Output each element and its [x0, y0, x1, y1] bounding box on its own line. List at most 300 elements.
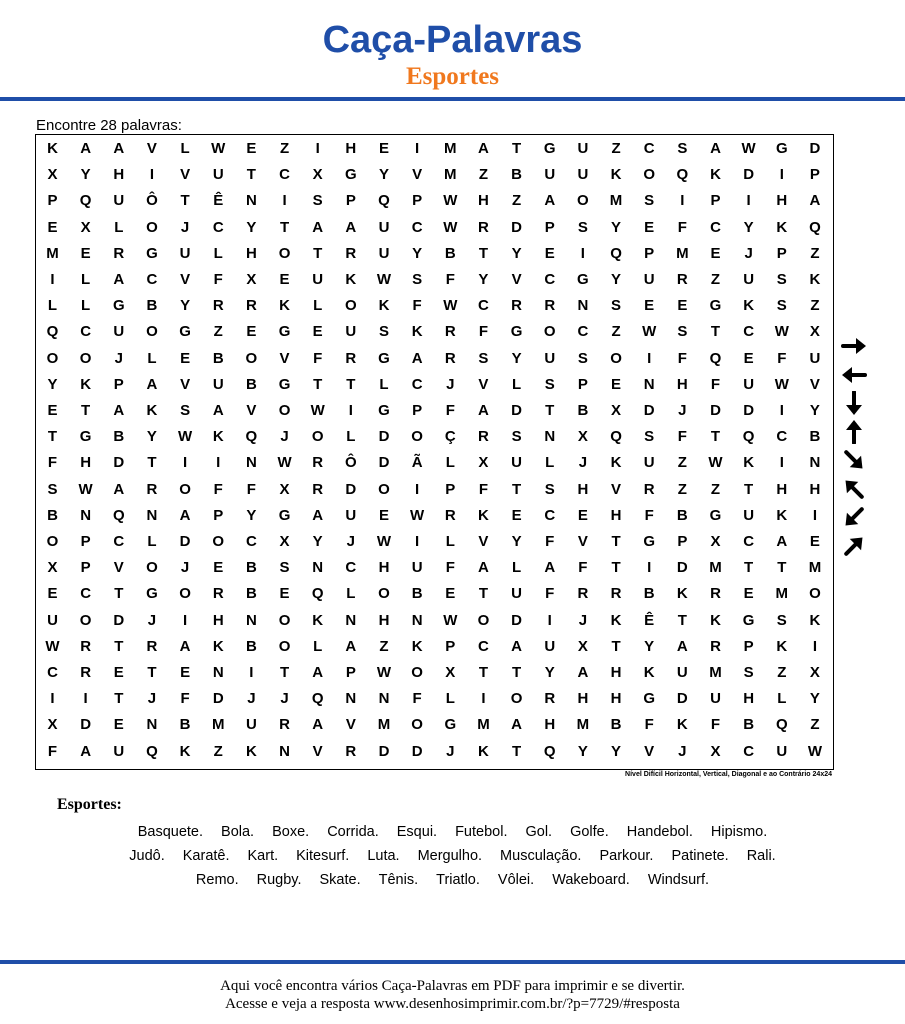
grid-letter[interactable]: E — [80, 244, 91, 262]
grid-letter[interactable]: H — [378, 611, 390, 629]
grid-letter[interactable]: R — [345, 244, 357, 262]
grid-letter[interactable]: Z — [710, 480, 721, 498]
grid-letter[interactable]: O — [378, 480, 390, 498]
grid-letter[interactable]: Q — [311, 690, 324, 708]
grid-letter[interactable]: O — [179, 585, 191, 603]
grid-letter[interactable]: I — [83, 690, 88, 708]
grid-letter[interactable]: U — [411, 559, 423, 577]
grid-letter[interactable]: R — [245, 297, 257, 315]
grid-letter[interactable]: Q — [112, 506, 125, 524]
grid-letter[interactable]: T — [611, 533, 621, 550]
grid-letter[interactable]: R — [113, 244, 125, 262]
grid-letter[interactable]: O — [577, 192, 589, 210]
grid-letter[interactable]: T — [710, 428, 721, 446]
grid-letter[interactable]: I — [415, 480, 420, 498]
grid-letter[interactable]: B — [411, 585, 423, 603]
grid-letter[interactable]: A — [676, 637, 688, 655]
grid-letter[interactable]: D — [113, 611, 125, 629]
grid-letter[interactable]: N — [245, 611, 257, 629]
grid-letter[interactable]: H — [776, 192, 788, 210]
grid-letter[interactable]: U — [743, 271, 755, 288]
grid-letter[interactable]: J — [578, 454, 588, 472]
grid-letter[interactable]: Q — [610, 244, 622, 262]
grid-letter[interactable]: I — [348, 402, 353, 419]
grid-letter[interactable]: D — [676, 559, 688, 577]
grid-letter[interactable]: X — [312, 166, 323, 184]
grid-letter[interactable]: K — [478, 506, 489, 524]
grid-letter[interactable]: L — [81, 271, 91, 288]
grid-letter[interactable]: U — [212, 166, 224, 184]
grid-letter[interactable]: G — [577, 271, 589, 288]
grid-letter[interactable]: I — [812, 506, 818, 524]
grid-letter[interactable]: Z — [810, 297, 820, 315]
grid-letter[interactable]: V — [644, 742, 655, 760]
grid-letter[interactable]: H — [345, 140, 357, 157]
grid-letter[interactable]: L — [545, 454, 555, 472]
grid-letter[interactable]: V — [180, 271, 191, 288]
grid-letter[interactable]: R — [444, 506, 456, 524]
grid-letter[interactable]: U — [212, 375, 224, 393]
grid-letter[interactable]: B — [676, 506, 688, 524]
grid-letter[interactable]: F — [545, 585, 555, 603]
grid-letter[interactable]: W — [211, 140, 226, 157]
grid-letter[interactable]: K — [610, 166, 622, 184]
grid-letter[interactable]: P — [412, 192, 423, 210]
grid-letter[interactable]: J — [678, 742, 687, 760]
grid-letter[interactable]: W — [774, 323, 789, 341]
grid-letter[interactable]: Y — [809, 690, 820, 708]
grid-letter[interactable]: C — [47, 664, 58, 681]
grid-letter[interactable]: R — [478, 428, 489, 446]
grid-letter[interactable]: K — [610, 611, 622, 629]
grid-letter[interactable]: Y — [611, 742, 622, 760]
grid-letter[interactable]: E — [743, 585, 754, 603]
grid-letter[interactable]: Ê — [213, 192, 224, 210]
grid-letter[interactable]: O — [79, 349, 92, 367]
grid-letter[interactable]: X — [47, 716, 58, 734]
grid-letter[interactable]: S — [776, 297, 787, 315]
grid-letter[interactable]: H — [809, 480, 821, 498]
grid-letter[interactable]: F — [412, 297, 422, 315]
grid-letter[interactable]: W — [642, 323, 657, 341]
grid-letter[interactable]: E — [743, 349, 754, 367]
grid-letter[interactable]: J — [180, 559, 190, 577]
grid-letter[interactable]: K — [411, 323, 423, 341]
grid-letter[interactable]: L — [445, 454, 455, 472]
grid-letter[interactable]: F — [478, 323, 489, 341]
grid-letter[interactable]: M — [444, 140, 457, 157]
grid-letter[interactable]: C — [478, 637, 489, 655]
grid-letter[interactable]: C — [643, 140, 655, 157]
grid-letter[interactable]: H — [577, 690, 589, 708]
grid-letter[interactable]: F — [313, 349, 323, 367]
grid-letter[interactable]: O — [809, 585, 821, 603]
grid-letter[interactable]: K — [245, 742, 257, 760]
grid-letter[interactable]: Q — [676, 166, 689, 184]
grid-letter[interactable]: E — [445, 585, 456, 603]
grid-letter[interactable]: O — [146, 218, 158, 236]
grid-letter[interactable]: D — [511, 402, 523, 419]
grid-letter[interactable]: I — [779, 166, 784, 184]
grid-letter[interactable]: O — [510, 690, 523, 708]
grid-letter[interactable]: Z — [710, 271, 721, 288]
grid-letter[interactable]: A — [212, 402, 224, 419]
grid-letter[interactable]: S — [577, 218, 588, 236]
grid-letter[interactable]: O — [477, 611, 490, 629]
grid-letter[interactable]: U — [113, 192, 125, 210]
grid-letter[interactable]: N — [643, 375, 655, 393]
grid-letter[interactable]: G — [775, 140, 788, 157]
grid-letter[interactable]: L — [313, 637, 323, 655]
grid-letter[interactable]: A — [544, 559, 556, 577]
grid-letter[interactable]: M — [676, 244, 689, 262]
grid-letter[interactable]: N — [544, 428, 556, 446]
grid-letter[interactable]: O — [79, 611, 92, 629]
grid-letter[interactable]: S — [312, 192, 323, 210]
grid-letter[interactable]: D — [113, 454, 125, 472]
grid-letter[interactable]: T — [180, 192, 190, 210]
grid-letter[interactable]: B — [245, 375, 257, 393]
grid-letter[interactable]: F — [478, 480, 489, 498]
grid-letter[interactable]: W — [376, 533, 392, 550]
grid-letter[interactable]: A — [544, 192, 556, 210]
grid-letter[interactable]: S — [544, 480, 555, 498]
grid-letter[interactable]: I — [315, 140, 320, 157]
grid-letter[interactable]: T — [512, 664, 522, 681]
grid-letter[interactable]: W — [78, 480, 93, 498]
grid-letter[interactable]: P — [677, 533, 688, 550]
grid-letter[interactable]: V — [180, 375, 191, 393]
grid-letter[interactable]: P — [809, 166, 820, 184]
grid-letter[interactable]: W — [443, 192, 458, 210]
grid-letter[interactable]: I — [415, 140, 420, 157]
grid-letter[interactable]: M — [46, 244, 59, 262]
grid-letter[interactable]: I — [481, 690, 486, 708]
grid-letter[interactable]: A — [179, 637, 191, 655]
grid-letter[interactable]: K — [809, 271, 821, 288]
grid-letter[interactable]: V — [478, 533, 489, 550]
grid-letter[interactable]: H — [80, 454, 92, 472]
grid-letter[interactable]: O — [278, 244, 291, 262]
grid-letter[interactable]: E — [246, 323, 257, 341]
grid-letter[interactable]: J — [744, 244, 753, 262]
grid-letter[interactable]: A — [80, 140, 92, 157]
grid-letter[interactable]: S — [776, 611, 787, 629]
grid-letter[interactable]: F — [677, 218, 687, 236]
grid-letter[interactable]: L — [346, 585, 356, 603]
grid-letter[interactable]: F — [445, 559, 455, 577]
grid-letter[interactable]: E — [378, 506, 389, 524]
grid-letter[interactable]: S — [478, 349, 489, 367]
grid-letter[interactable]: Y — [180, 297, 191, 315]
grid-letter[interactable]: E — [611, 375, 622, 393]
grid-letter[interactable]: Y — [611, 218, 622, 236]
grid-letter[interactable]: G — [444, 716, 457, 734]
grid-letter[interactable]: D — [743, 402, 755, 419]
grid-letter[interactable]: R — [80, 664, 92, 681]
grid-letter[interactable]: S — [577, 349, 588, 367]
grid-letter[interactable]: P — [345, 192, 356, 210]
grid-letter[interactable]: I — [812, 637, 818, 655]
grid-letter[interactable]: I — [647, 559, 652, 577]
grid-letter[interactable]: A — [478, 140, 489, 157]
grid-letter[interactable]: Y — [412, 244, 423, 262]
grid-letter[interactable]: S — [743, 664, 754, 681]
grid-letter[interactable]: T — [313, 244, 323, 262]
grid-letter[interactable]: U — [577, 140, 589, 157]
grid-letter[interactable]: N — [245, 454, 257, 472]
grid-letter[interactable]: Z — [213, 742, 223, 760]
grid-letter[interactable]: U — [47, 611, 58, 629]
grid-letter[interactable]: U — [809, 349, 821, 367]
grid-letter[interactable]: R — [312, 480, 324, 498]
grid-letter[interactable]: E — [180, 664, 191, 681]
grid-letter[interactable]: E — [113, 664, 124, 681]
grid-letter[interactable]: Z — [478, 166, 489, 184]
grid-letter[interactable]: I — [282, 192, 287, 210]
grid-letter[interactable]: Z — [379, 637, 389, 655]
grid-letter[interactable]: B — [179, 716, 191, 734]
grid-letter[interactable]: H — [610, 506, 622, 524]
grid-letter[interactable]: X — [445, 664, 456, 681]
grid-letter[interactable]: H — [478, 192, 489, 210]
grid-letter[interactable]: F — [545, 533, 555, 550]
grid-letter[interactable]: L — [445, 690, 455, 708]
grid-letter[interactable]: Ô — [345, 454, 357, 472]
grid-letter[interactable]: K — [212, 428, 224, 446]
grid-letter[interactable]: S — [180, 402, 191, 419]
grid-letter[interactable]: L — [379, 375, 389, 393]
grid-letter[interactable]: U — [245, 716, 257, 734]
grid-letter[interactable]: R — [80, 637, 92, 655]
grid-letter[interactable]: F — [777, 349, 787, 367]
grid-letter[interactable]: Q — [79, 192, 92, 210]
grid-letter[interactable]: J — [678, 402, 687, 419]
grid-letter[interactable]: I — [580, 244, 585, 262]
grid-letter[interactable]: U — [643, 454, 655, 472]
grid-letter[interactable]: F — [213, 271, 223, 288]
grid-letter[interactable]: I — [779, 402, 784, 419]
grid-letter[interactable]: L — [147, 349, 157, 367]
grid-letter[interactable]: Y — [544, 664, 555, 681]
grid-letter[interactable]: Q — [610, 428, 622, 446]
grid-letter[interactable]: H — [212, 611, 224, 629]
grid-letter[interactable]: U — [544, 349, 556, 367]
grid-letter[interactable]: J — [247, 690, 256, 708]
grid-letter[interactable]: K — [179, 742, 191, 760]
grid-letter[interactable]: C — [743, 323, 755, 341]
grid-letter[interactable]: K — [643, 664, 655, 681]
grid-letter[interactable]: S — [279, 559, 290, 577]
grid-letter[interactable]: O — [311, 428, 324, 446]
grid-letter[interactable]: C — [80, 585, 92, 603]
grid-letter[interactable]: Ê — [644, 611, 655, 629]
grid-letter[interactable]: T — [744, 480, 754, 498]
grid-letter[interactable]: V — [279, 349, 290, 367]
grid-letter[interactable]: K — [345, 271, 357, 288]
grid-letter[interactable]: E — [180, 349, 191, 367]
grid-letter[interactable]: G — [378, 402, 390, 419]
grid-letter[interactable]: C — [279, 166, 290, 184]
grid-letter[interactable]: T — [114, 585, 124, 603]
grid-letter[interactable]: P — [644, 244, 655, 262]
grid-letter[interactable]: A — [511, 637, 523, 655]
grid-letter[interactable]: R — [146, 637, 158, 655]
grid-letter[interactable]: C — [544, 271, 556, 288]
grid-letter[interactable]: Z — [810, 716, 820, 734]
grid-letter[interactable]: G — [278, 323, 291, 341]
grid-letter[interactable]: S — [677, 323, 688, 341]
grid-letter[interactable]: A — [113, 140, 125, 157]
grid-letter[interactable]: G — [543, 140, 556, 157]
grid-letter[interactable]: E — [809, 533, 820, 550]
grid-letter[interactable]: D — [345, 480, 357, 498]
grid-letter[interactable]: P — [445, 480, 456, 498]
grid-letter[interactable]: D — [743, 166, 755, 184]
grid-letter[interactable]: W — [774, 375, 789, 393]
grid-letter[interactable]: N — [80, 506, 92, 524]
grid-letter[interactable]: N — [312, 559, 324, 577]
grid-letter[interactable]: C — [245, 533, 257, 550]
grid-letter[interactable]: G — [146, 244, 158, 262]
grid-letter[interactable]: O — [345, 297, 357, 315]
grid-letter[interactable]: I — [680, 192, 685, 210]
grid-letter[interactable]: Q — [809, 218, 821, 236]
grid-letter[interactable]: G — [79, 428, 92, 446]
grid-letter[interactable]: P — [776, 244, 787, 262]
grid-letter[interactable]: S — [378, 323, 389, 341]
grid-letter[interactable]: Y — [246, 506, 257, 524]
grid-letter[interactable]: X — [47, 166, 58, 184]
grid-letter[interactable]: D — [809, 140, 821, 157]
grid-letter[interactable]: S — [644, 192, 655, 210]
grid-letter[interactable]: K — [776, 637, 788, 655]
grid-letter[interactable]: S — [644, 428, 655, 446]
grid-letter[interactable]: F — [47, 454, 58, 472]
grid-letter[interactable]: T — [512, 742, 522, 760]
grid-letter[interactable]: C — [544, 506, 556, 524]
grid-letter[interactable]: C — [345, 559, 357, 577]
grid-letter[interactable]: B — [743, 716, 755, 734]
grid-letter[interactable]: P — [544, 218, 555, 236]
grid-letter[interactable]: P — [445, 637, 456, 655]
grid-letter[interactable]: F — [445, 271, 455, 288]
grid-letter[interactable]: B — [610, 716, 622, 734]
grid-letter[interactable]: H — [676, 375, 688, 393]
grid-letter[interactable]: P — [412, 402, 423, 419]
grid-letter[interactable]: V — [146, 140, 157, 157]
grid-letter[interactable]: R — [610, 585, 622, 603]
grid-letter[interactable]: S — [47, 480, 58, 498]
grid-letter[interactable]: D — [179, 533, 191, 550]
grid-letter[interactable]: M — [709, 664, 722, 681]
grid-letter[interactable]: O — [146, 323, 158, 341]
grid-letter[interactable]: D — [378, 742, 390, 760]
grid-letter[interactable]: F — [246, 480, 256, 498]
grid-letter[interactable]: C — [411, 375, 423, 393]
grid-letter[interactable]: R — [511, 297, 523, 315]
grid-letter[interactable]: B — [444, 244, 456, 262]
grid-letter[interactable]: I — [746, 192, 751, 210]
grid-letter[interactable]: W — [410, 506, 425, 524]
grid-letter[interactable]: F — [677, 349, 687, 367]
grid-letter[interactable]: K — [378, 297, 390, 315]
grid-letter[interactable]: Y — [47, 375, 58, 393]
grid-letter[interactable]: E — [213, 559, 224, 577]
grid-letter[interactable]: T — [246, 166, 256, 184]
grid-letter[interactable]: K — [710, 166, 721, 184]
grid-letter[interactable]: H — [610, 664, 622, 681]
grid-letter[interactable]: M — [212, 716, 225, 734]
grid-letter[interactable]: L — [313, 297, 323, 315]
grid-letter[interactable]: L — [512, 559, 522, 577]
grid-letter[interactable]: I — [779, 454, 784, 472]
grid-letter[interactable]: Y — [378, 166, 389, 184]
grid-letter[interactable]: O — [378, 585, 390, 603]
grid-letter[interactable]: S — [544, 375, 555, 393]
grid-letter[interactable]: Y — [644, 637, 655, 655]
grid-letter[interactable]: H — [378, 559, 390, 577]
grid-letter[interactable]: B — [643, 585, 655, 603]
grid-letter[interactable]: E — [677, 297, 688, 315]
grid-letter[interactable]: Q — [543, 742, 556, 760]
grid-letter[interactable]: Y — [246, 218, 257, 236]
grid-letter[interactable]: Q — [742, 428, 755, 446]
grid-letter[interactable]: X — [47, 559, 58, 577]
grid-letter[interactable]: P — [743, 637, 754, 655]
grid-letter[interactable]: T — [47, 428, 58, 446]
grid-letter[interactable]: J — [114, 349, 123, 367]
grid-letter[interactable]: I — [183, 454, 188, 472]
grid-letter[interactable]: Q — [245, 428, 258, 446]
grid-letter[interactable]: R — [212, 585, 224, 603]
grid-letter[interactable]: E — [378, 140, 389, 157]
grid-letter[interactable]: O — [411, 664, 423, 681]
grid-letter[interactable]: F — [644, 716, 654, 734]
grid-letter[interactable]: F — [677, 428, 687, 446]
grid-letter[interactable]: R — [710, 585, 721, 603]
grid-letter[interactable]: D — [378, 454, 390, 472]
grid-letter[interactable]: L — [47, 297, 58, 315]
grid-letter[interactable]: Z — [611, 140, 621, 157]
grid-letter[interactable]: K — [610, 454, 622, 472]
grid-letter[interactable]: A — [345, 637, 357, 655]
grid-letter[interactable]: Z — [213, 323, 223, 341]
grid-letter[interactable]: F — [644, 506, 654, 524]
grid-letter[interactable]: W — [708, 454, 723, 472]
grid-letter[interactable]: J — [446, 375, 455, 393]
grid-letter[interactable]: Q — [378, 192, 390, 210]
grid-letter[interactable]: W — [178, 428, 193, 446]
grid-letter[interactable]: U — [378, 244, 390, 262]
grid-letter[interactable]: Y — [511, 533, 522, 550]
grid-letter[interactable]: M — [576, 716, 590, 734]
grid-letter[interactable]: P — [80, 533, 91, 550]
grid-letter[interactable]: S — [511, 428, 522, 446]
grid-letter[interactable]: N — [345, 690, 357, 708]
grid-letter[interactable]: O — [46, 533, 59, 550]
grid-letter[interactable]: L — [777, 690, 787, 708]
grid-letter[interactable]: U — [710, 690, 721, 708]
grid-letter[interactable]: F — [710, 375, 721, 393]
grid-letter[interactable]: W — [741, 140, 756, 157]
grid-letter[interactable]: T — [346, 375, 356, 393]
grid-letter[interactable]: M — [609, 192, 623, 210]
grid-letter[interactable]: G — [643, 690, 656, 708]
grid-letter[interactable]: A — [80, 742, 92, 760]
grid-letter[interactable]: L — [445, 533, 455, 550]
grid-letter[interactable]: T — [777, 559, 787, 577]
